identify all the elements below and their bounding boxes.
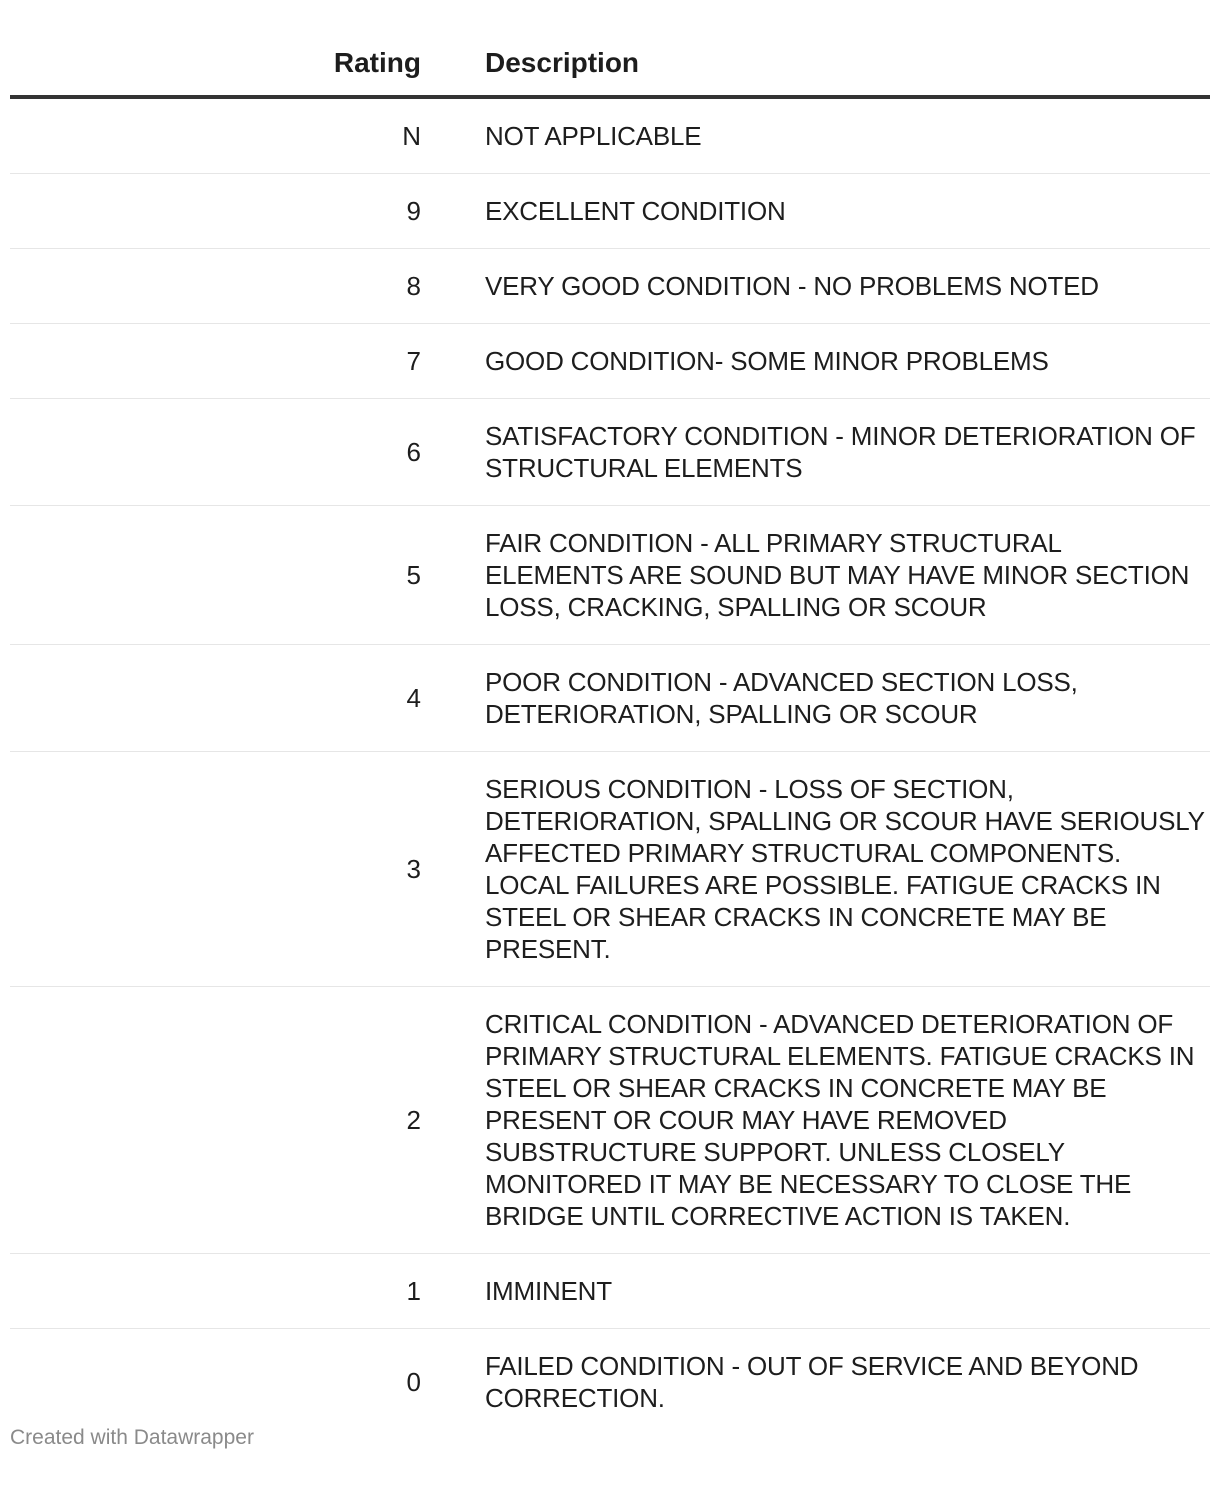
description-cell: POOR CONDITION - ADVANCED SECTION LOSS, DETERIORATION, SPALLING OR SCOUR: [421, 645, 1210, 752]
description-cell: VERY GOOD CONDITION - NO PROBLEMS NOTED: [421, 249, 1210, 324]
table-row: [10, 324, 1210, 399]
rating-cell: N: [10, 97, 421, 174]
rating-cell: 9: [10, 174, 421, 249]
description-cell: IMMINENT: [421, 1254, 1210, 1329]
rating-cell: 7: [10, 324, 421, 399]
table-row: [10, 249, 1210, 324]
rating-cell: 2: [10, 987, 421, 1254]
rating-cell: 3: [10, 752, 421, 987]
table-header: [10, 40, 1210, 97]
rating-cell: 5: [10, 506, 421, 645]
table-row: [10, 399, 1210, 506]
table-body: [10, 97, 1210, 1435]
table-row: [10, 506, 1210, 645]
table-row: [10, 645, 1210, 752]
rating-table: [10, 40, 1210, 1435]
rating-cell: 1: [10, 1254, 421, 1329]
rating-cell: 6: [10, 399, 421, 506]
table-row: [10, 1254, 1210, 1329]
description-cell: NOT APPLICABLE: [421, 97, 1210, 174]
rating-cell: 8: [10, 249, 421, 324]
rating-cell: 4: [10, 645, 421, 752]
datawrapper-credit: Created with Datawrapper: [10, 1426, 254, 1449]
description-cell: FAILED CONDITION - OUT OF SERVICE AND BEYOND CORRECTION.: [485, 1351, 1139, 1413]
description-column-header[interactable]: Description: [421, 40, 1210, 97]
table-row: [10, 97, 1210, 174]
description-cell: EXCELLENT CONDITION: [421, 174, 1210, 249]
description-cell: GOOD CONDITION- SOME MINOR PROBLEMS: [421, 324, 1210, 399]
rating-column-header[interactable]: Rating: [10, 40, 421, 97]
rating-cell: 0: [406, 1367, 421, 1397]
description-cell: FAIR CONDITION - ALL PRIMARY STRUCTURAL ELEMENTS ARE SOUND BUT MAY HAVE MINOR SECTION LOSS, CRACKING, SPALLING OR SCOUR: [421, 506, 1210, 645]
description-cell: CRITICAL CONDITION - ADVANCED DETERIORATION OF PRIMARY STRUCTURAL ELEMENTS. FATIGUE CRACKS IN STEEL OR SHEAR CRACKS IN CONCRETE MAY BE PRESENT OR COUR MAY HAVE REMOVED SUBSTRUCTURE SUPPORT. UNLESS CLOSELY MONITORED IT MAY BE NECESSARY TO CLOSE THE BRIDGE UNTIL CORRECTIVE ACTION IS TAKEN.: [421, 987, 1210, 1254]
table-row: [10, 987, 1210, 1254]
table-row: [10, 752, 1210, 987]
description-cell: SERIOUS CONDITION - LOSS OF SECTION, DETERIORATION, SPALLING OR SCOUR HAVE SERIOUSLY AFFECTED PRIMARY STRUCTURAL COMPONENTS. LOCAL FAILURES ARE POSSIBLE. FATIGUE CRACKS IN STEEL OR SHEAR CRACKS IN CONCRETE MAY BE PRESENT.: [421, 752, 1210, 987]
table-row: [10, 1329, 1210, 1436]
description-cell: SATISFACTORY CONDITION - MINOR DETERIORATION OF STRUCTURAL ELEMENTS: [421, 399, 1210, 506]
table-row: [10, 174, 1210, 249]
table-container: [10, 0, 1210, 1449]
header-row: [10, 40, 1210, 97]
